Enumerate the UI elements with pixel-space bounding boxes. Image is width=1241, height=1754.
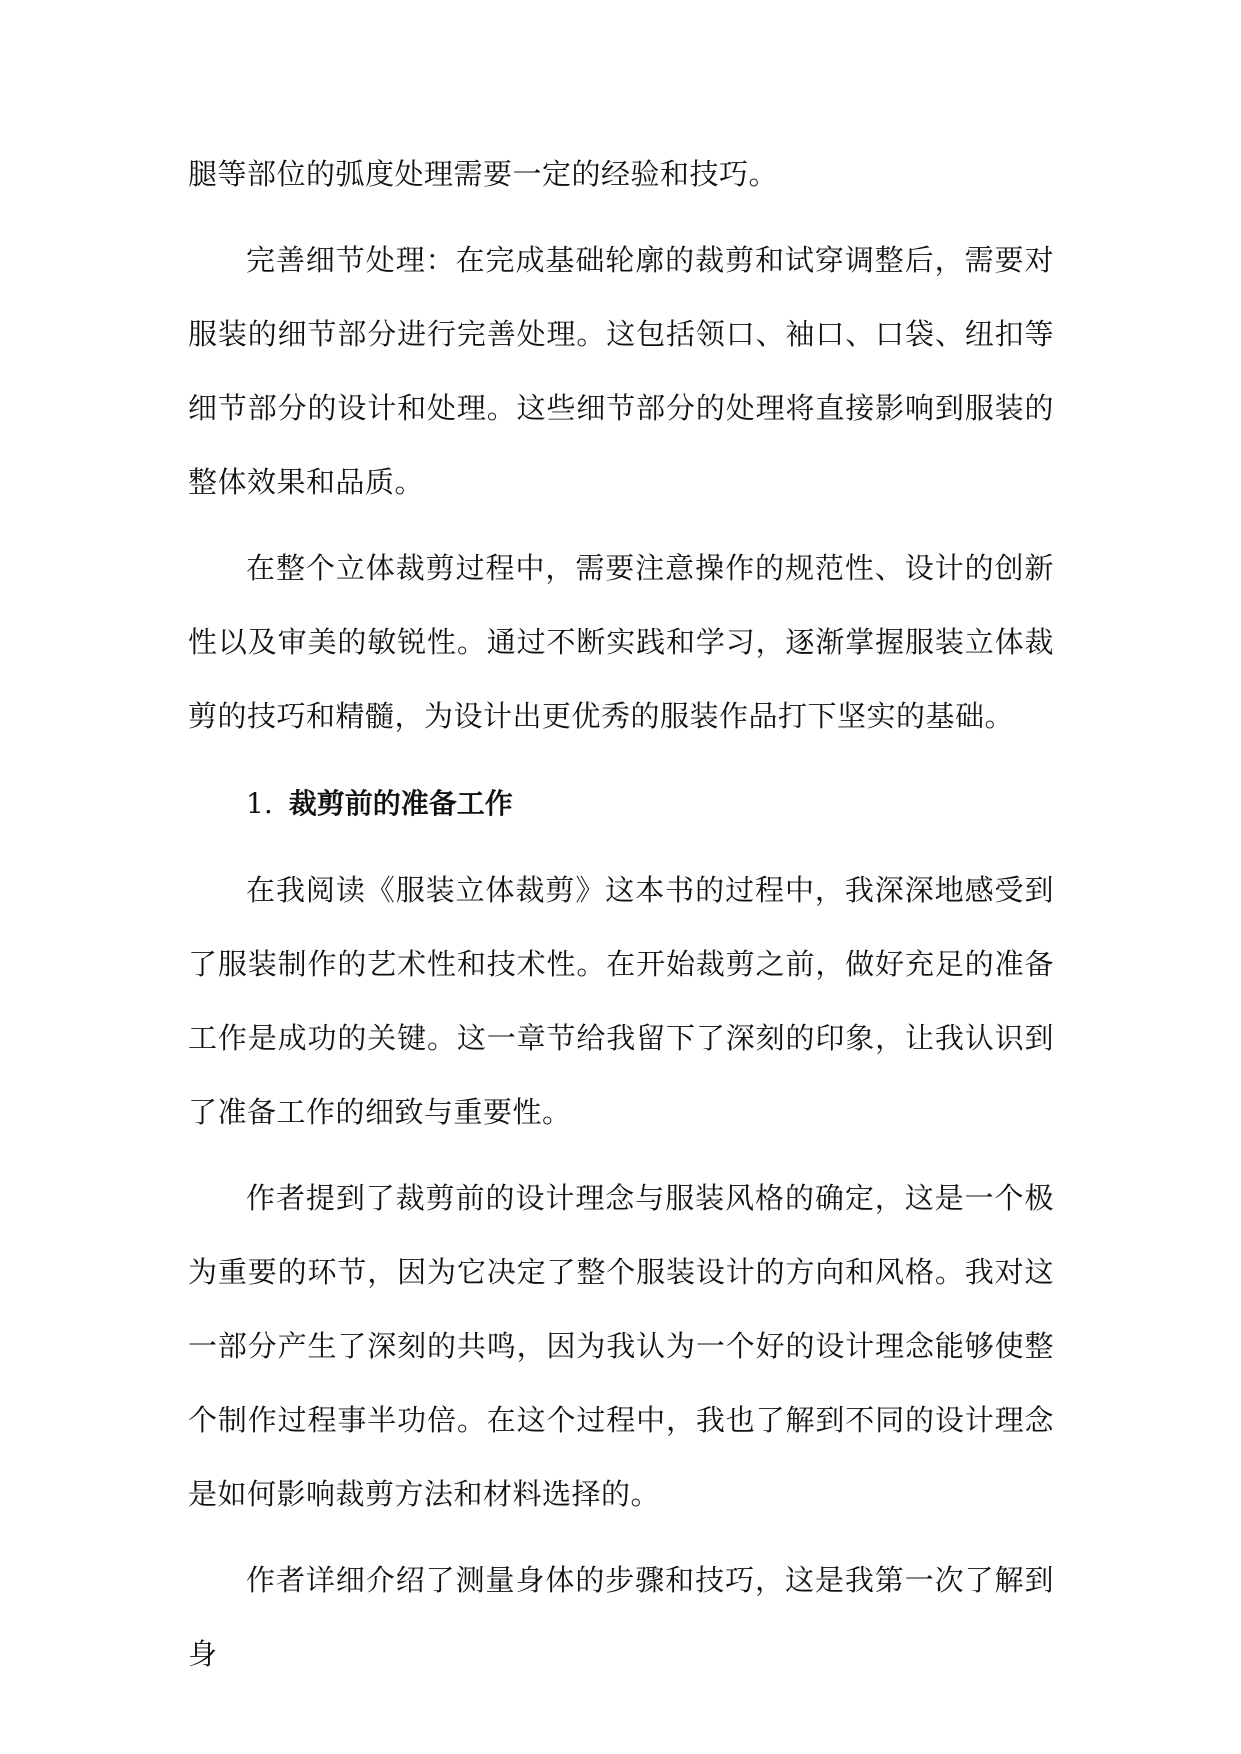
paragraph-continued: 腿等部位的弧度处理需要一定的经验和技巧。 [188,157,779,191]
paragraph-summary: 在整个立体裁剪过程中，需要注意操作的规范性、设计的创新性以及审美的敏锐性。通过不断实践和学习，逐渐掌握服装立体裁剪的技巧和精髓，为设计出更优秀的服装作品打下坚实的基础。 [188,551,1054,733]
paragraph-detail-processing: 完善细节处理：在完成基础轮廓的裁剪和试穿调整后，需要对服装的细节部分进行完善处理。这包括领口、袖口、口袋、纽扣等细节部分的设计和处理。这些细节部分的处理将直接影响到服装的整体效果和品质。 [188,243,1054,499]
section-number: 1. [246,787,273,820]
document-page [188,137,1054,1703]
paragraph-reading-experience: 在我阅读《服装立体裁剪》这本书的过程中，我深深地感受到了服装制作的艺术性和技术性。在开始裁剪之前，做好充足的准备工作是成功的关键。这一章节给我留下了深刻的印象，让我认识到了准备工作的细致与重要性。 [188,873,1054,1129]
section-heading [188,767,1054,841]
section-title: 裁剪前的准备工作 [288,787,513,820]
paragraph-body-measurement: 作者详细介绍了测量身体的步骤和技巧，这是我第一次了解到身 [188,1563,1054,1671]
paragraph-design-concept: 作者提到了裁剪前的设计理念与服装风格的确定，这是一个极为重要的环节，因为它决定了整个服装设计的方向和风格。我对这一部分产生了深刻的共鸣，因为我认为一个好的设计理念能够使整个制作过程事半功倍。在这个过程中，我也了解到不同的设计理念是如何影响裁剪方法和材料选择的。 [188,1181,1054,1511]
